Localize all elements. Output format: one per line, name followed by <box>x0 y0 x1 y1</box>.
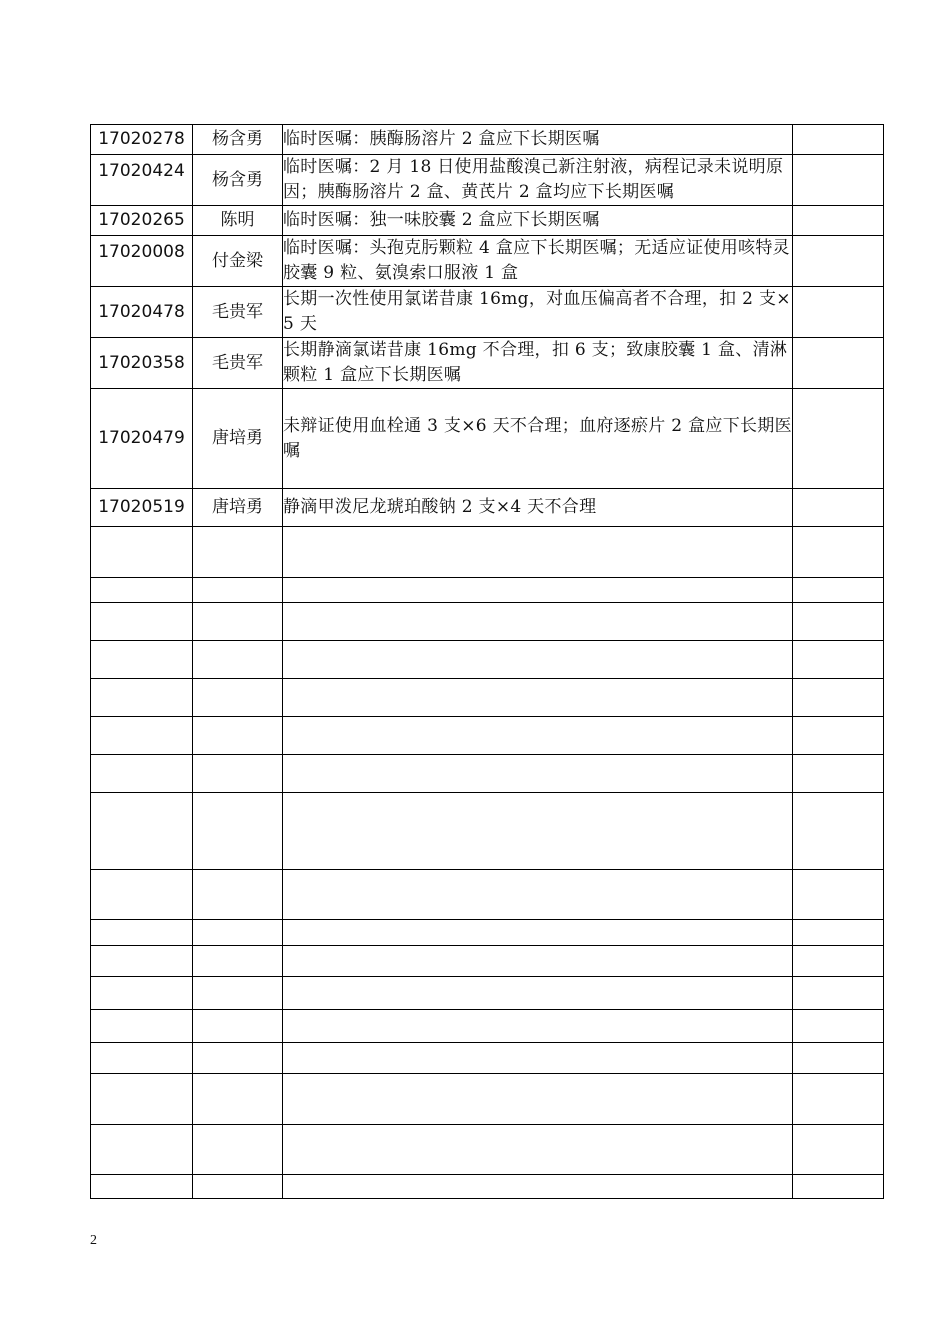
empty-row <box>91 578 884 603</box>
table-row <box>91 206 884 236</box>
record-issue: 未辩证使用血栓通 3 支×6 天不合理；血府逐瘀片 2 盒应下长期医嘱 <box>283 389 793 489</box>
doctor-name: 陈明 <box>193 206 283 236</box>
remark-cell <box>793 489 884 527</box>
remark-cell <box>793 236 884 287</box>
remark-cell <box>793 155 884 206</box>
record-issue: 临时医嘱：头孢克肟颗粒 4 盒应下长期医嘱；无适应证使用咳特灵胶囊 9 粒、氨溴索口服液 1 盒 <box>283 236 793 287</box>
record-issue: 临时医嘱：独一味胶囊 2 盒应下长期医嘱 <box>283 206 793 236</box>
empty-row <box>91 793 884 870</box>
record-issue: 临时医嘱：2 月 18 日使用盐酸溴己新注射液，病程记录未说明原因；胰酶肠溶片 2 盒、黄芪片 2 盒均应下长期医嘱 <box>283 155 793 206</box>
empty-row <box>91 1010 884 1043</box>
remark-cell <box>793 125 884 155</box>
empty-row <box>91 679 884 717</box>
page-number: 2 <box>90 1233 97 1248</box>
empty-row <box>91 641 884 679</box>
record-issue: 静滴甲泼尼龙琥珀酸钠 2 支×4 天不合理 <box>283 489 793 527</box>
record-id: 17020358 <box>91 338 193 389</box>
table-row <box>91 287 884 338</box>
empty-row <box>91 946 884 977</box>
record-id: 17020424 <box>91 155 193 206</box>
remark-cell <box>793 287 884 338</box>
record-issue: 长期静滴氯诺昔康 16mg 不合理，扣 6 支；致康胶囊 1 盒、清淋颗粒 1 盒应下长期医嘱 <box>283 338 793 389</box>
record-id: 17020478 <box>91 287 193 338</box>
remark-cell <box>793 338 884 389</box>
empty-row <box>91 1175 884 1199</box>
record-id: 17020265 <box>91 206 193 236</box>
doctor-name: 毛贵军 <box>193 338 283 389</box>
empty-row <box>91 870 884 920</box>
table-row <box>91 389 884 489</box>
remark-cell <box>793 206 884 236</box>
empty-row <box>91 1125 884 1175</box>
table-row <box>91 489 884 527</box>
empty-row <box>91 920 884 946</box>
empty-row <box>91 603 884 641</box>
review-table <box>90 124 884 1199</box>
empty-row <box>91 755 884 793</box>
record-issue: 长期一次性使用氯诺昔康 16mg，对血压偏高者不合理，扣 2 支×5 天 <box>283 287 793 338</box>
empty-row <box>91 977 884 1010</box>
record-id: 17020008 <box>91 236 193 287</box>
record-id: 17020278 <box>91 125 193 155</box>
empty-row <box>91 1043 884 1074</box>
doctor-name: 毛贵军 <box>193 287 283 338</box>
doctor-name: 杨含勇 <box>193 125 283 155</box>
table-row <box>91 338 884 389</box>
doctor-name: 杨含勇 <box>193 155 283 206</box>
empty-row <box>91 717 884 755</box>
record-id: 17020479 <box>91 389 193 489</box>
table-row <box>91 155 884 206</box>
record-id: 17020519 <box>91 489 193 527</box>
record-issue: 临时医嘱：胰酶肠溶片 2 盒应下长期医嘱 <box>283 125 793 155</box>
table-row <box>91 236 884 287</box>
remark-cell <box>793 389 884 489</box>
empty-row <box>91 527 884 578</box>
doctor-name: 唐培勇 <box>193 389 283 489</box>
doctor-name: 付金梁 <box>193 236 283 287</box>
doctor-name: 唐培勇 <box>193 489 283 527</box>
empty-row <box>91 1074 884 1125</box>
table-row <box>91 125 884 155</box>
